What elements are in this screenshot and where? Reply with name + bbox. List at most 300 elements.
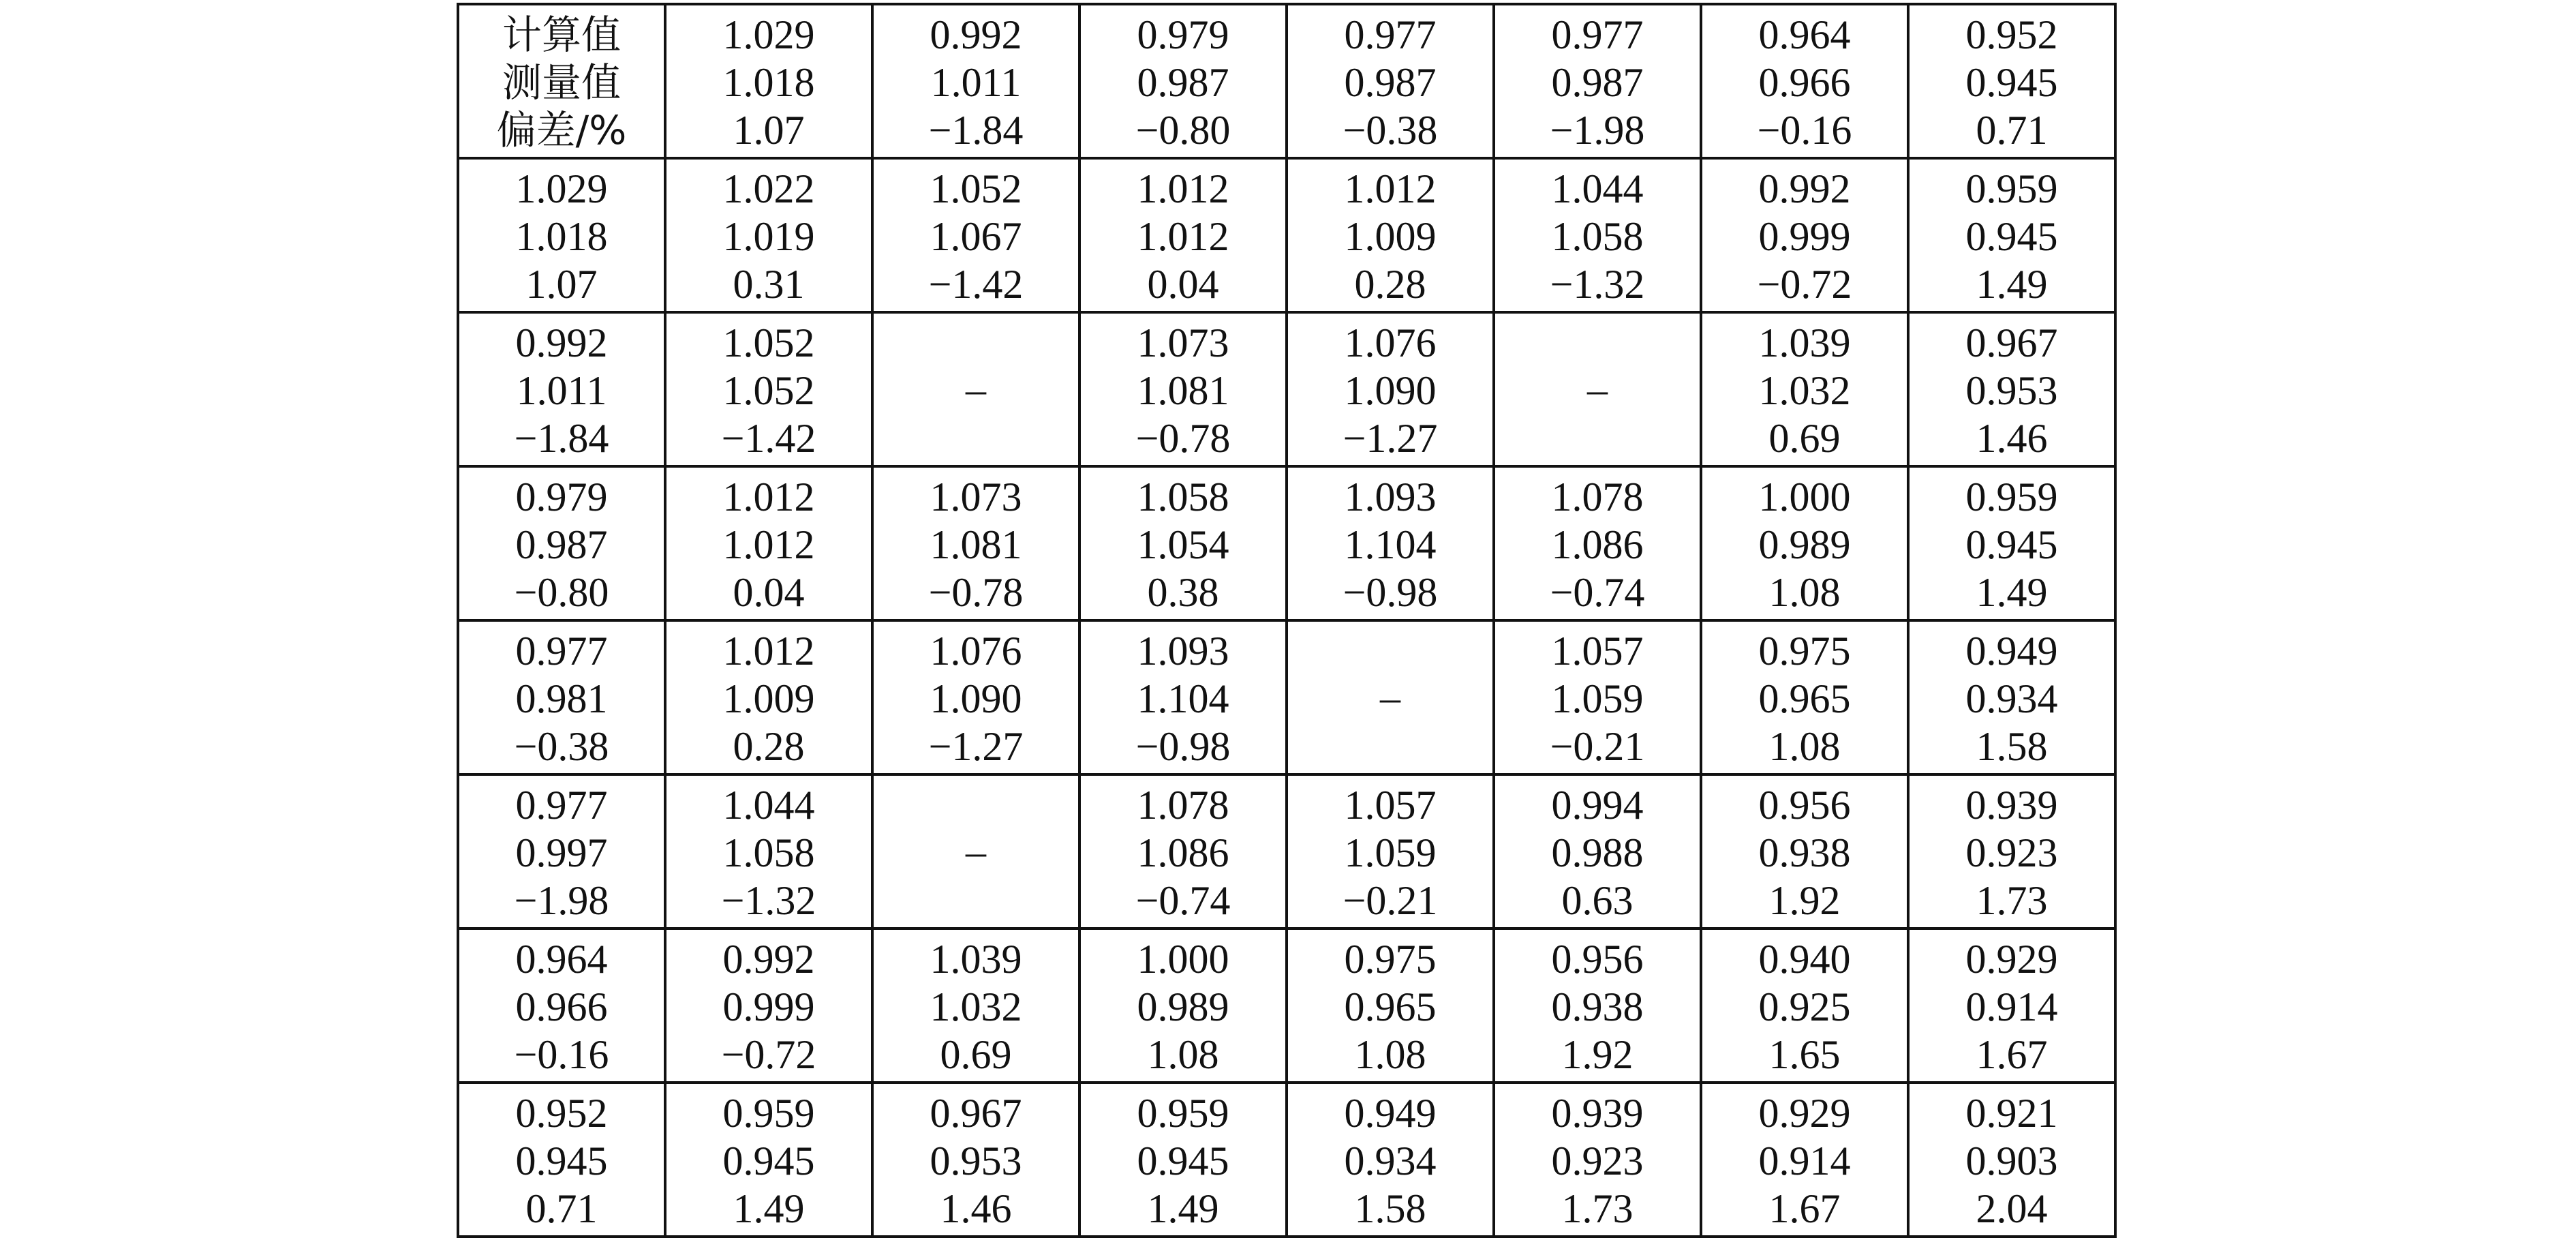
measured-value: 0.938 bbox=[1758, 830, 1851, 875]
measured-value: 1.067 bbox=[930, 214, 1022, 259]
value-group bbox=[1702, 779, 1907, 924]
value-group bbox=[1702, 8, 1907, 154]
calculated-value: 1.012 bbox=[722, 474, 815, 519]
calculated-value: 0.956 bbox=[1758, 783, 1851, 828]
deviation-value: 1.08 bbox=[1354, 1032, 1426, 1077]
deviation-value: 1.07 bbox=[525, 262, 598, 307]
value-group bbox=[1910, 779, 2114, 924]
deviation-value: −1.42 bbox=[721, 416, 816, 461]
value-group bbox=[874, 162, 1078, 308]
measured-value: 1.012 bbox=[1137, 214, 1229, 259]
calculated-value: 1.044 bbox=[722, 783, 815, 828]
value-group bbox=[1910, 8, 2114, 154]
deviation-value: −0.80 bbox=[1135, 108, 1231, 153]
table-row bbox=[458, 158, 2115, 312]
table-cell bbox=[1287, 158, 1494, 312]
table-cell bbox=[872, 774, 1079, 928]
calculated-value: 1.057 bbox=[1344, 783, 1437, 828]
measured-value: 0.945 bbox=[1137, 1138, 1229, 1183]
value-group bbox=[1288, 1087, 1492, 1233]
table-cell bbox=[1701, 466, 1908, 620]
deviation-value: −1.42 bbox=[928, 262, 1024, 307]
deviation-label: 偏差/% bbox=[496, 107, 627, 153]
deviation-value: 0.71 bbox=[1976, 108, 2048, 153]
measured-value: 1.018 bbox=[722, 60, 815, 105]
measured-value: 0.999 bbox=[722, 984, 815, 1029]
deviation-value: 1.67 bbox=[1976, 1032, 2048, 1077]
measured-value: 1.086 bbox=[1551, 522, 1644, 567]
deviation-value: 1.67 bbox=[1768, 1186, 1841, 1231]
value-group bbox=[459, 779, 664, 924]
measured-value: 1.054 bbox=[1137, 522, 1229, 567]
table-row bbox=[458, 466, 2115, 620]
measured-value: 0.988 bbox=[1551, 830, 1644, 875]
value-group bbox=[459, 316, 664, 462]
table-cell bbox=[665, 312, 872, 466]
measured-value: 0.989 bbox=[1758, 522, 1851, 567]
table-cell bbox=[1908, 4, 2115, 158]
deviation-value: −0.78 bbox=[928, 570, 1024, 615]
measured-value: 0.989 bbox=[1137, 984, 1229, 1029]
deviation-value: 0.28 bbox=[733, 724, 805, 769]
table-cell bbox=[665, 466, 872, 620]
empty-cell-dash: – bbox=[1587, 367, 1608, 412]
table-row bbox=[458, 312, 2115, 466]
measured-value: 1.012 bbox=[722, 522, 815, 567]
deviation-value: −0.38 bbox=[514, 724, 609, 769]
table-cell bbox=[1079, 4, 1287, 158]
deviation-value: 1.08 bbox=[1147, 1032, 1219, 1077]
deviation-value: −0.98 bbox=[1343, 570, 1438, 615]
table-cell bbox=[1701, 774, 1908, 928]
measured-value: 0.953 bbox=[1965, 368, 2058, 413]
deviation-value: −1.32 bbox=[1550, 262, 1645, 307]
value-group bbox=[874, 8, 1078, 154]
deviation-value: −0.16 bbox=[1757, 108, 1852, 153]
value-group bbox=[1702, 1087, 1907, 1233]
table-cell bbox=[458, 774, 665, 928]
value-group bbox=[1495, 624, 1700, 770]
value-group bbox=[1702, 316, 1907, 462]
deviation-value: 1.65 bbox=[1768, 1032, 1841, 1077]
table-cell bbox=[665, 774, 872, 928]
measured-value: 1.059 bbox=[1344, 830, 1437, 875]
calculated-value: 0.967 bbox=[1965, 320, 2058, 365]
value-group bbox=[1081, 470, 1285, 616]
measured-value: 1.058 bbox=[722, 830, 815, 875]
measured-value: 1.059 bbox=[1551, 676, 1644, 721]
calculated-value: 0.992 bbox=[515, 320, 608, 365]
calculated-value: 1.073 bbox=[1137, 320, 1229, 365]
value-group bbox=[459, 933, 664, 1078]
deviation-value: −1.98 bbox=[1550, 108, 1645, 153]
table-cell bbox=[1287, 928, 1494, 1083]
table-cell bbox=[665, 1083, 872, 1237]
deviation-value: −0.72 bbox=[1757, 262, 1852, 307]
measured-value: 1.104 bbox=[1344, 522, 1437, 567]
measured-value: 1.011 bbox=[930, 60, 1022, 105]
table-cell bbox=[1287, 620, 1494, 774]
deviation-value: −0.78 bbox=[1135, 416, 1231, 461]
calculated-value: 1.052 bbox=[722, 320, 815, 365]
calculated-value: 1.044 bbox=[1551, 166, 1644, 211]
deviation-value: 1.49 bbox=[1147, 1186, 1219, 1231]
deviation-value: 0.38 bbox=[1147, 570, 1219, 615]
measured-value: 0.914 bbox=[1965, 984, 2058, 1029]
table-cell bbox=[1079, 466, 1287, 620]
table-cell bbox=[458, 466, 665, 620]
calculated-value: 0.929 bbox=[1965, 937, 2058, 982]
measured-value: 0.925 bbox=[1758, 984, 1851, 1029]
value-group bbox=[666, 8, 871, 154]
measured-value: 0.945 bbox=[1965, 214, 2058, 259]
deviation-value: 1.58 bbox=[1354, 1186, 1426, 1231]
calculated-value: 0.939 bbox=[1551, 1091, 1644, 1136]
measured-value: 0.966 bbox=[515, 984, 608, 1029]
measured-value: 0.987 bbox=[515, 522, 608, 567]
value-group bbox=[1910, 933, 2114, 1078]
deviation-value: −1.27 bbox=[928, 724, 1024, 769]
calculated-value: 0.967 bbox=[930, 1091, 1022, 1136]
calculated-value: 1.039 bbox=[930, 937, 1022, 982]
table-cell bbox=[872, 158, 1079, 312]
calculated-value: 1.058 bbox=[1137, 474, 1229, 519]
table-row bbox=[458, 928, 2115, 1083]
table-cell bbox=[1908, 466, 2115, 620]
measured-value: 1.058 bbox=[1551, 214, 1644, 259]
table-cell bbox=[1287, 466, 1494, 620]
empty-cell-dash: – bbox=[966, 367, 986, 412]
deviation-value: 1.49 bbox=[1976, 570, 2048, 615]
calculated-value: 1.039 bbox=[1758, 320, 1851, 365]
value-group bbox=[1081, 8, 1285, 154]
table-cell bbox=[458, 158, 665, 312]
table-cell bbox=[872, 620, 1079, 774]
measured-value: 0.987 bbox=[1137, 60, 1229, 105]
deviation-value: 2.04 bbox=[1976, 1186, 2048, 1231]
measured-value: 1.009 bbox=[1344, 214, 1437, 259]
deviation-value: 1.07 bbox=[733, 108, 805, 153]
deviation-value: 1.46 bbox=[1976, 416, 2048, 461]
value-group bbox=[1495, 162, 1700, 308]
calculated-value: 0.975 bbox=[1758, 629, 1851, 674]
deviation-value: −1.84 bbox=[928, 108, 1024, 153]
measured-value: 0.965 bbox=[1758, 676, 1851, 721]
measured-value: 0.965 bbox=[1344, 984, 1437, 1029]
value-group bbox=[459, 162, 664, 308]
calculated-value: 0.949 bbox=[1344, 1091, 1437, 1136]
calculated-value: 1.012 bbox=[1137, 166, 1229, 211]
calculated-value: 0.977 bbox=[1551, 12, 1644, 57]
calculated-value: 0.929 bbox=[1758, 1091, 1851, 1136]
value-group bbox=[1288, 8, 1492, 154]
measured-value: 1.090 bbox=[1344, 368, 1437, 413]
table-cell bbox=[1701, 620, 1908, 774]
value-group bbox=[666, 624, 871, 770]
deviation-value: 0.69 bbox=[940, 1032, 1012, 1077]
table-body bbox=[458, 4, 2115, 1237]
table-cell bbox=[1701, 4, 1908, 158]
value-group bbox=[1910, 1087, 2114, 1233]
value-group bbox=[666, 1087, 871, 1233]
deviation-value: −1.27 bbox=[1343, 416, 1438, 461]
measured-value: 0.938 bbox=[1551, 984, 1644, 1029]
table-cell bbox=[458, 312, 665, 466]
table-cell bbox=[872, 1083, 1079, 1237]
measured-value: 1.019 bbox=[722, 214, 815, 259]
value-group bbox=[1081, 933, 1285, 1078]
value-group bbox=[666, 162, 871, 308]
calculated-value: 0.949 bbox=[1965, 629, 2058, 674]
calculated-value: 0.952 bbox=[515, 1091, 608, 1136]
table-cell bbox=[1287, 1083, 1494, 1237]
measured-value: 1.081 bbox=[1137, 368, 1229, 413]
value-group bbox=[1495, 8, 1700, 154]
deviation-value: 0.04 bbox=[733, 570, 805, 615]
table-cell bbox=[1494, 4, 1701, 158]
table-cell bbox=[1701, 312, 1908, 466]
deviation-value: −1.98 bbox=[514, 878, 609, 923]
deviation-value: −0.21 bbox=[1550, 724, 1645, 769]
value-group bbox=[1702, 470, 1907, 616]
value-group bbox=[666, 470, 871, 616]
calculated-value: 0.975 bbox=[1344, 937, 1437, 982]
value-group bbox=[1081, 316, 1285, 462]
calculated-value: 0.979 bbox=[515, 474, 608, 519]
measured-value: 0.953 bbox=[930, 1138, 1022, 1183]
measured-value: 0.997 bbox=[515, 830, 608, 875]
calculated-value: 0.959 bbox=[1965, 474, 2058, 519]
deviation-value: 0.63 bbox=[1561, 878, 1634, 923]
calculated-value: 1.022 bbox=[722, 166, 815, 211]
measured-value: 0.945 bbox=[515, 1138, 608, 1183]
table-cell bbox=[1494, 158, 1701, 312]
table-cell bbox=[665, 158, 872, 312]
comparison-table bbox=[457, 3, 2117, 1238]
table-cell bbox=[872, 4, 1079, 158]
calculated-value: 0.940 bbox=[1758, 937, 1851, 982]
calculated-value: 1.078 bbox=[1137, 783, 1229, 828]
calculated-value: 1.029 bbox=[722, 12, 815, 57]
table-cell bbox=[1079, 928, 1287, 1083]
deviation-value: −0.38 bbox=[1343, 108, 1438, 153]
measured-value: 0.999 bbox=[1758, 214, 1851, 259]
measured-label: 测量值 bbox=[502, 59, 621, 106]
table-cell bbox=[1908, 312, 2115, 466]
measured-value: 0.914 bbox=[1758, 1138, 1851, 1183]
measured-value: 0.923 bbox=[1965, 830, 2058, 875]
calculated-value: 0.992 bbox=[722, 937, 815, 982]
value-group bbox=[1910, 624, 2114, 770]
table-cell bbox=[1494, 928, 1701, 1083]
value-group bbox=[459, 624, 664, 770]
calculated-value: 1.029 bbox=[515, 166, 608, 211]
calculated-value: 1.052 bbox=[930, 166, 1022, 211]
calculated-value: 0.964 bbox=[1758, 12, 1851, 57]
calculated-value: 0.956 bbox=[1551, 937, 1644, 982]
calculated-value: 0.977 bbox=[515, 783, 608, 828]
deviation-value: 0.31 bbox=[733, 262, 805, 307]
table-cell bbox=[458, 1083, 665, 1237]
value-group bbox=[874, 624, 1078, 770]
calculated-value: 0.959 bbox=[1965, 166, 2058, 211]
table-cell bbox=[872, 928, 1079, 1083]
measured-value: 0.945 bbox=[1965, 60, 2058, 105]
measured-value: 0.945 bbox=[722, 1138, 815, 1183]
value-group bbox=[1288, 933, 1492, 1078]
measured-value: 1.104 bbox=[1137, 676, 1229, 721]
measured-value: 1.011 bbox=[516, 368, 607, 413]
deviation-value: 1.49 bbox=[1976, 262, 2048, 307]
calculated-value: 0.964 bbox=[515, 937, 608, 982]
deviation-value: −0.80 bbox=[514, 570, 609, 615]
calculated-value: 1.076 bbox=[930, 629, 1022, 674]
table-cell bbox=[1287, 312, 1494, 466]
deviation-value: 1.92 bbox=[1561, 1032, 1634, 1077]
table-cell bbox=[1908, 774, 2115, 928]
table-cell bbox=[1494, 774, 1701, 928]
deviation-value: 1.58 bbox=[1976, 724, 2048, 769]
value-group bbox=[459, 470, 664, 616]
value-group bbox=[666, 316, 871, 462]
value-group bbox=[1910, 470, 2114, 616]
measured-value: 0.923 bbox=[1551, 1138, 1644, 1183]
calculated-value: 1.078 bbox=[1551, 474, 1644, 519]
table-row bbox=[458, 774, 2115, 928]
deviation-value: −1.84 bbox=[514, 416, 609, 461]
table-cell bbox=[872, 312, 1079, 466]
deviation-value: −0.74 bbox=[1135, 878, 1231, 923]
measured-value: 1.081 bbox=[930, 522, 1022, 567]
calculated-value: 0.979 bbox=[1137, 12, 1229, 57]
table-cell bbox=[1494, 466, 1701, 620]
deviation-value: −1.32 bbox=[721, 878, 816, 923]
table-cell bbox=[1494, 1083, 1701, 1237]
calculated-value: 0.992 bbox=[1758, 166, 1851, 211]
measured-value: 1.090 bbox=[930, 676, 1022, 721]
table-cell bbox=[1908, 620, 2115, 774]
value-group bbox=[874, 1087, 1078, 1233]
deviation-value: 1.49 bbox=[733, 1186, 805, 1231]
value-group bbox=[459, 1087, 664, 1233]
table-cell bbox=[458, 620, 665, 774]
header-cell-labels bbox=[459, 8, 664, 154]
table-cell bbox=[1079, 312, 1287, 466]
deviation-value: 1.08 bbox=[1768, 570, 1841, 615]
value-group bbox=[1081, 1087, 1285, 1233]
table-cell bbox=[1287, 4, 1494, 158]
table-cell bbox=[1701, 158, 1908, 312]
measured-value: 0.966 bbox=[1758, 60, 1851, 105]
value-group bbox=[1495, 1087, 1700, 1233]
measured-value: 0.987 bbox=[1344, 60, 1437, 105]
empty-cell-dash: – bbox=[966, 829, 986, 874]
value-group bbox=[1495, 933, 1700, 1078]
table-cell bbox=[1908, 1083, 2115, 1237]
value-group bbox=[1702, 933, 1907, 1078]
deviation-value: 1.08 bbox=[1768, 724, 1841, 769]
value-group bbox=[1910, 162, 2114, 308]
deviation-value: 1.73 bbox=[1561, 1186, 1634, 1231]
table-row bbox=[458, 1083, 2115, 1237]
table-cell bbox=[665, 620, 872, 774]
calculated-label: 计算值 bbox=[502, 12, 621, 58]
value-group bbox=[1495, 779, 1700, 924]
value-group bbox=[1288, 779, 1492, 924]
value-group bbox=[1081, 624, 1285, 770]
table-cell bbox=[1701, 928, 1908, 1083]
deviation-value: 0.69 bbox=[1768, 416, 1841, 461]
measured-value: 1.009 bbox=[722, 676, 815, 721]
calculated-value: 0.921 bbox=[1965, 1091, 2058, 1136]
calculated-value: 0.939 bbox=[1965, 783, 2058, 828]
value-group bbox=[874, 470, 1078, 616]
value-group bbox=[1702, 162, 1907, 308]
table-cell bbox=[1494, 620, 1701, 774]
value-group bbox=[1702, 624, 1907, 770]
table-cell bbox=[1908, 158, 2115, 312]
measured-value: 0.981 bbox=[515, 676, 608, 721]
deviation-value: 1.73 bbox=[1976, 878, 2048, 923]
measured-value: 1.086 bbox=[1137, 830, 1229, 875]
value-group bbox=[1910, 316, 2114, 462]
deviation-value: −0.16 bbox=[514, 1032, 609, 1077]
calculated-value: 1.057 bbox=[1551, 629, 1644, 674]
value-group bbox=[1081, 779, 1285, 924]
deviation-value: 1.92 bbox=[1768, 878, 1841, 923]
calculated-value: 0.959 bbox=[1137, 1091, 1229, 1136]
calculated-value: 1.093 bbox=[1344, 474, 1437, 519]
value-group bbox=[666, 779, 871, 924]
value-group bbox=[1288, 162, 1492, 308]
table-cell bbox=[1079, 620, 1287, 774]
value-group bbox=[1288, 316, 1492, 462]
calculated-value: 1.012 bbox=[722, 629, 815, 674]
calculated-value: 0.994 bbox=[1551, 783, 1644, 828]
table-cell bbox=[1079, 158, 1287, 312]
table-cell bbox=[1079, 1083, 1287, 1237]
deviation-value: −0.72 bbox=[721, 1032, 816, 1077]
measured-value: 1.018 bbox=[515, 214, 608, 259]
measured-value: 0.945 bbox=[1965, 522, 2058, 567]
measured-value: 0.934 bbox=[1344, 1138, 1437, 1183]
table-cell bbox=[458, 928, 665, 1083]
table-cell bbox=[665, 928, 872, 1083]
table-cell bbox=[1494, 312, 1701, 466]
value-group bbox=[874, 933, 1078, 1078]
value-group bbox=[1288, 470, 1492, 616]
measured-value: 1.032 bbox=[930, 984, 1022, 1029]
calculated-value: 1.093 bbox=[1137, 629, 1229, 674]
deviation-value: 0.04 bbox=[1147, 262, 1219, 307]
calculated-value: 0.959 bbox=[722, 1091, 815, 1136]
table-row bbox=[458, 4, 2115, 158]
calculated-value: 0.977 bbox=[515, 629, 608, 674]
deviation-value: −0.98 bbox=[1135, 724, 1231, 769]
deviation-value: −0.21 bbox=[1343, 878, 1438, 923]
calculated-value: 1.073 bbox=[930, 474, 1022, 519]
value-group bbox=[1081, 162, 1285, 308]
deviation-value: 1.46 bbox=[940, 1186, 1012, 1231]
table-cell bbox=[665, 4, 872, 158]
deviation-value: 0.71 bbox=[525, 1186, 598, 1231]
table-cell bbox=[1079, 774, 1287, 928]
deviation-value: 0.28 bbox=[1354, 262, 1426, 307]
value-group bbox=[1495, 470, 1700, 616]
table-cell bbox=[1908, 928, 2115, 1083]
table-cell bbox=[458, 4, 665, 158]
measured-value: 0.934 bbox=[1965, 676, 2058, 721]
